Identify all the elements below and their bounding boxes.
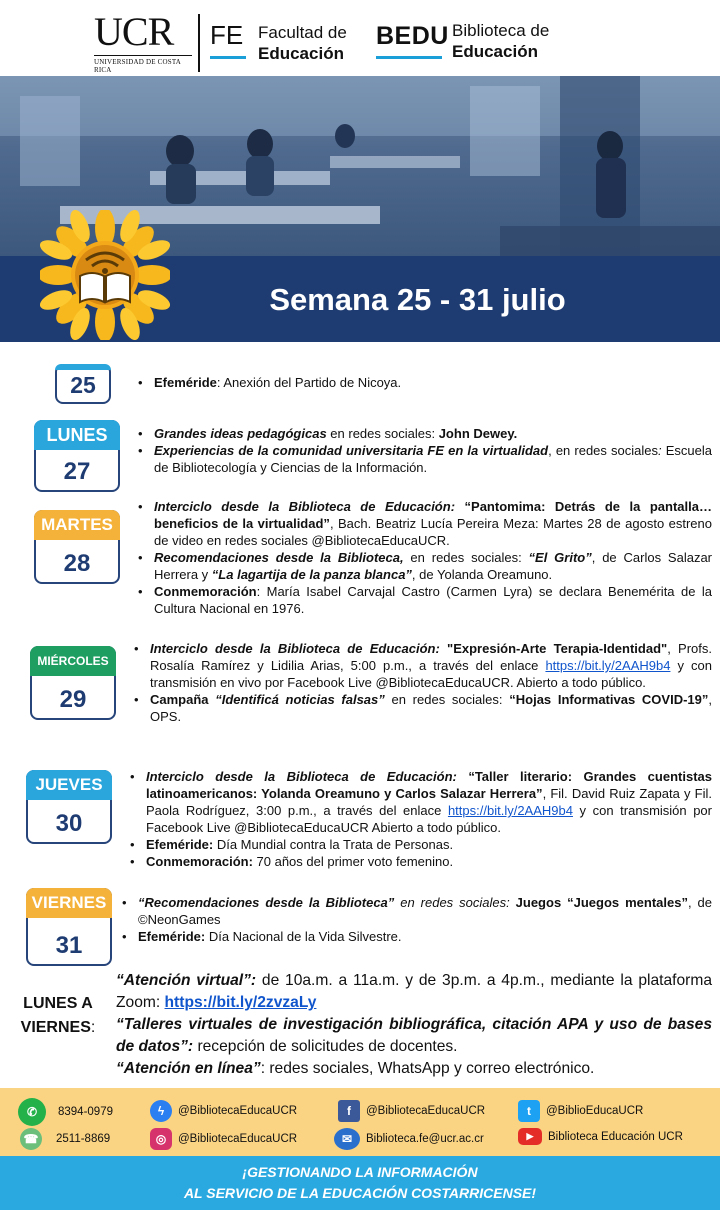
- contact-twitter[interactable]: [518, 1100, 643, 1122]
- weekdays-label-line1: LUNES A: [23, 995, 93, 1012]
- fe-abbr: FE: [210, 20, 244, 50]
- day-number: 31: [55, 932, 83, 959]
- day-badge-martes: [34, 510, 120, 584]
- list-item: • Conmemoración: 70 años del primer voto femenino.: [128, 853, 712, 870]
- contact-phone[interactable]: [20, 1128, 110, 1150]
- list-item: • Experiencias de la comunidad universitaria FE en la virtualidad, en redes sociales: Escuela de Bibliotecología y Ciencias de la Información.: [136, 442, 712, 476]
- contact-text: Biblioteca.fe@ucr.ac.cr: [366, 1133, 484, 1145]
- attention-talleres: “Talleres virtuales de investigación bibliográfica, citación APA y uso de bases de datos”: recepción de solicitudes de docentes.: [116, 1016, 712, 1055]
- contact-text: Biblioteca Educación UCR: [548, 1130, 683, 1143]
- contact-facebook[interactable]: [338, 1100, 485, 1122]
- logo-divider: [198, 14, 200, 72]
- footer-line1: ¡GESTIONANDO LA INFORMACIÓN: [242, 1164, 478, 1180]
- list-item: • Interciclo desde la Biblioteca de Educación: "Expresión-Arte Terapia-Identidad", Profs. Rosalía Ramírez y Lidilia Arias, 5:00 p.m., a través del enlace https://bit.ly/2AAH9b4 y con transmisión en vivo por Facebook Live @BibliotecaEducaUCR. Abierto a todo público.: [132, 640, 712, 691]
- day-name: MARTES: [34, 510, 120, 540]
- attention-virtual: “Atención virtual”: de 10a.m. a 11a.m. y de 3p.m. a 4p.m., mediante la plataforma Zoom: https://bit.ly/2zvzaLy: [116, 972, 712, 1011]
- day-31-items: [120, 894, 712, 945]
- day-number: 27: [63, 458, 91, 485]
- event-link[interactable]: https://bit.ly/2AAH9b4: [447, 803, 573, 818]
- week-title: Semana 25 - 31 julio: [269, 282, 566, 317]
- list-item: • Recomendaciones desde la Biblioteca, en redes sociales: “El Grito”, de Carlos Salazar Herrera y “La lagartija de la panza blanca”, de Yolanda Oreamuno.: [136, 549, 712, 583]
- contact-strip: [0, 1088, 720, 1156]
- contact-email[interactable]: [334, 1128, 484, 1150]
- event-link[interactable]: https://bit.ly/2AAH9b4: [545, 658, 671, 673]
- attention-online: “Atención en línea”: redes sociales, WhatsApp y correo electrónico.: [116, 1060, 595, 1077]
- day-badge-stripe: [55, 364, 111, 370]
- phone-icon: ☎: [20, 1128, 42, 1150]
- sunflower-book-icon: [40, 210, 170, 340]
- day-name: VIERNES: [26, 888, 112, 918]
- bedu-underline: [376, 56, 442, 59]
- fe-name: [258, 22, 347, 64]
- bedu-name-line2: Educación: [452, 42, 538, 61]
- contact-text: @BibliotecaEducaUCR: [366, 1105, 486, 1117]
- bedu-abbr: BEDU: [376, 22, 449, 50]
- list-item: • Interciclo desde la Biblioteca de Educación: “Taller literario: Grandes cuentistas latinoamericanos: Yolanda Oreamuno y Carlos Salazar Herrera”, Fil. David Ruiz Zapata y Fil. Paola Rodríguez, 3:00 p.m., a través del enlace https://bit.ly/2AAH9b4 y con transmisión por Facebook Live @BibliotecaEducaUCR Abierto a todo público.: [128, 768, 712, 836]
- list-item: • Efeméride: Anexión del Partido de Nicoya.: [136, 374, 712, 391]
- day-name: JUEVES: [26, 770, 112, 800]
- contact-youtube[interactable]: [518, 1128, 683, 1145]
- weekdays-label: [8, 992, 108, 1040]
- footer-line2: AL SERVICIO DE LA EDUCACIÓN COSTARRICENSE!: [183, 1185, 537, 1201]
- day-number: 30: [55, 810, 83, 837]
- messenger-icon: ϟ: [150, 1100, 172, 1122]
- list-item: • Conmemoración: María Isabel Carvajal Castro (Carmen Lyra) se declara Benemérita de la Cultura Nacional en 1976.: [136, 583, 712, 617]
- day-badge-jueves: [26, 770, 112, 844]
- day-badge-25: [55, 364, 111, 404]
- day-number: 29: [59, 686, 87, 713]
- contact-instagram[interactable]: [150, 1128, 297, 1150]
- contact-text: 8394-0979: [58, 1106, 113, 1118]
- list-item: • Efeméride: Día Nacional de la Vida Silvestre.: [120, 928, 712, 945]
- footer-slogan: [0, 1156, 720, 1210]
- day-number: 28: [63, 550, 91, 577]
- day-name: MIÉRCOLES: [30, 646, 116, 676]
- list-item: • Efeméride: Día Mundial contra la Trata de Personas.: [128, 836, 712, 853]
- day-badge-viernes: [26, 888, 112, 966]
- contact-text: @BiblioEducaUCR: [546, 1105, 644, 1117]
- ucr-logo-text: UCR: [94, 9, 174, 54]
- list-item: • “Recomendaciones desde la Biblioteca” en redes sociales: Juegos “Juegos mentales”, de ©NeonGames: [120, 894, 712, 928]
- day-28-items: [136, 498, 712, 617]
- contact-text: 2511-8869: [56, 1133, 111, 1145]
- day-number: 25: [70, 372, 96, 398]
- day-name: LUNES: [34, 420, 120, 450]
- bedu-name-line1: Biblioteca de: [452, 21, 550, 40]
- youtube-icon: ▶: [518, 1128, 542, 1145]
- fe-name-line1: Facultad de: [258, 23, 347, 42]
- list-item: • Interciclo desde la Biblioteca de Educación: “Pantomima: Detrás de la pantalla… beneficios de la virtualidad”, Bach. Beatriz Lucía Pereira Meza: Martes 28 de agosto estreno de video en redes sociales @BibliotecaEducaUCR.: [136, 498, 712, 549]
- list-item: • Grandes ideas pedagógicas en redes sociales: John Dewey.: [136, 425, 712, 442]
- zoom-link[interactable]: https://bit.ly/2zvzaLy: [164, 994, 317, 1011]
- weekdays-label-line2: VIERNES:: [20, 1019, 96, 1036]
- day-27-items: [136, 425, 712, 476]
- day-30-items: [128, 768, 712, 870]
- header: [0, 0, 720, 76]
- contact-messenger[interactable]: [150, 1100, 297, 1122]
- facebook-icon: f: [338, 1100, 360, 1122]
- day-29-items: [132, 640, 712, 725]
- contact-text: @BibliotecaEducaUCR: [178, 1105, 298, 1117]
- day-25-items: [136, 374, 712, 391]
- day-badge-miercoles: [30, 646, 116, 720]
- instagram-icon: ◎: [150, 1128, 172, 1150]
- attention-hours: [116, 970, 712, 1080]
- twitter-icon: t: [518, 1100, 540, 1122]
- email-icon: ✉: [334, 1128, 360, 1150]
- fe-underline: [210, 56, 246, 59]
- ucr-logo: [94, 9, 194, 74]
- bedu-name: [452, 20, 549, 62]
- whatsapp-icon: ✆: [18, 1098, 46, 1126]
- contact-whatsapp[interactable]: [18, 1098, 113, 1126]
- day-badge-lunes: [34, 420, 120, 492]
- fe-name-line2: Educación: [258, 44, 344, 63]
- ucr-logo-subtitle: UNIVERSIDAD DE COSTA RICA: [94, 55, 192, 74]
- contact-text: @BibliotecaEducaUCR: [178, 1133, 298, 1145]
- list-item: • Campaña “Identificá noticias falsas” en redes sociales: “Hojas Informativas COVID-19”, OPS.: [132, 691, 712, 725]
